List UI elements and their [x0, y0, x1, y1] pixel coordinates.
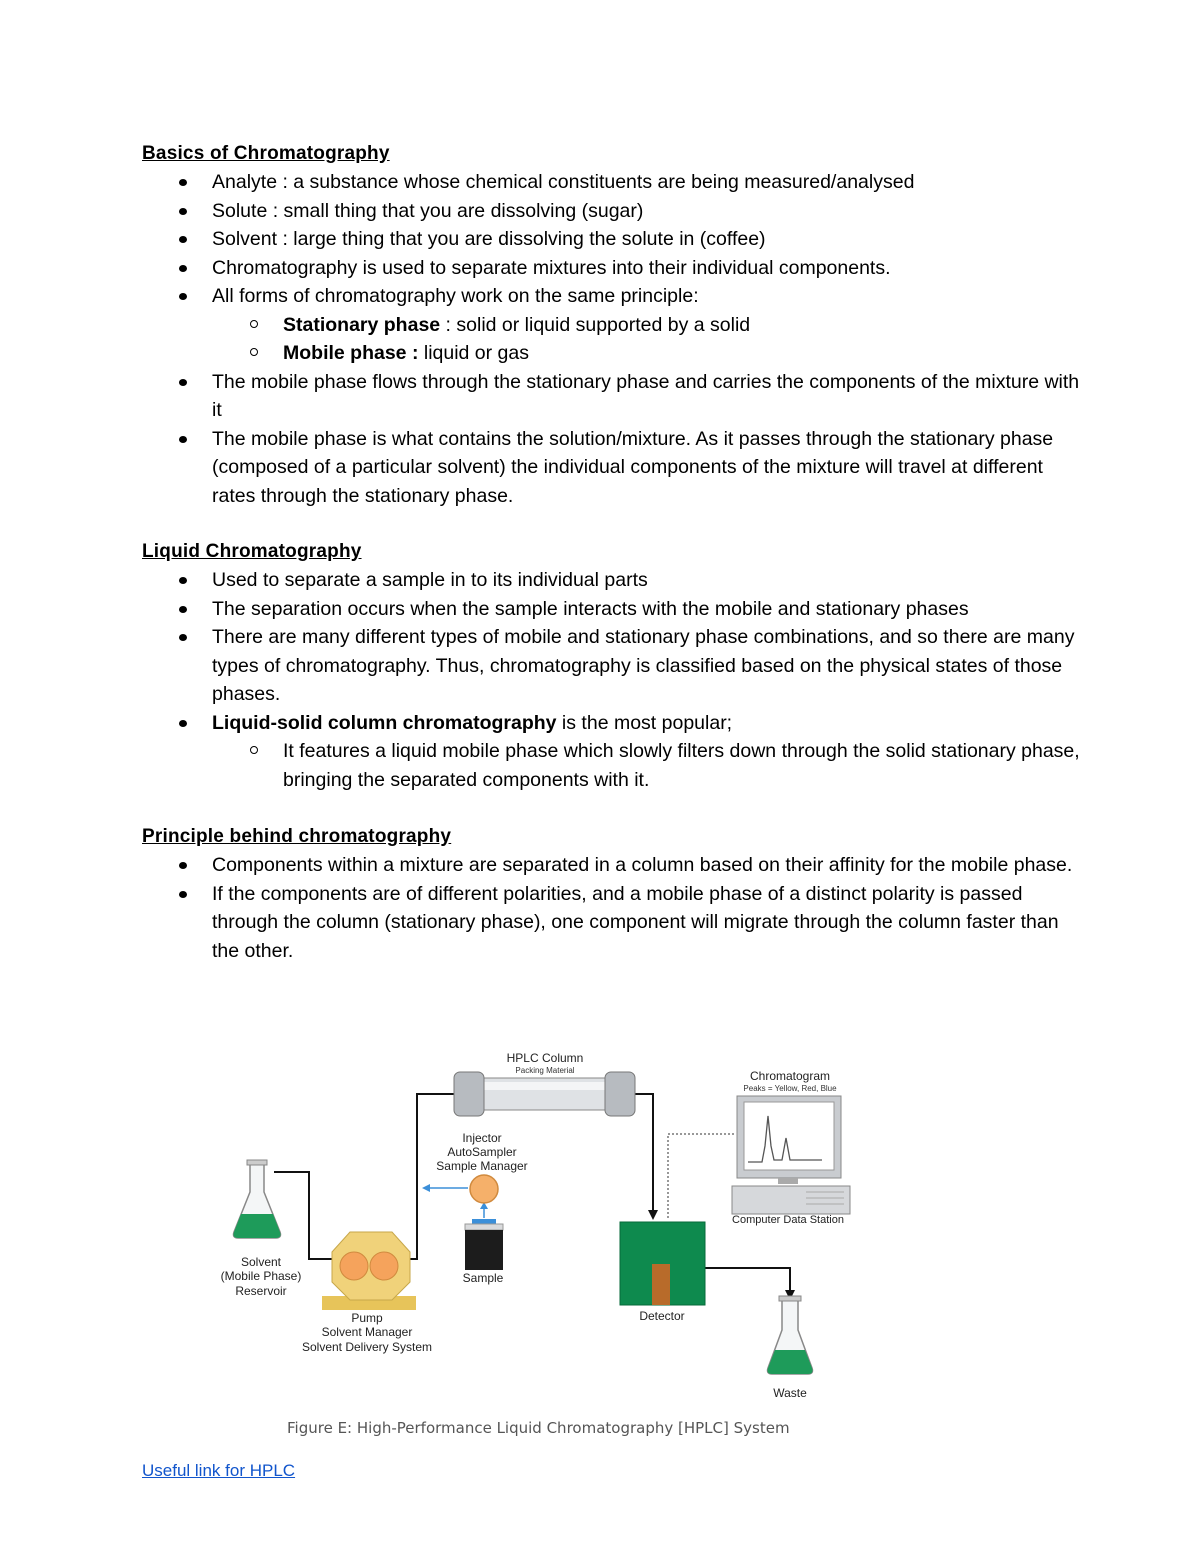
solvent-flask: [234, 1160, 281, 1238]
list-item: The separation occurs when the sample interacts with the mobile and stationary phases: [142, 595, 1082, 624]
label-solvent-manager: Solvent Manager: [321, 1325, 413, 1339]
reservoir-to-pump-line: [274, 1172, 334, 1259]
injector-circle: [470, 1175, 498, 1203]
list-item: Analyte : a substance whose chemical constituents are being measured/analysed: [142, 168, 1082, 197]
pump: [322, 1232, 416, 1310]
heading-basics: Basics of Chromatography: [142, 143, 390, 164]
list-item: [142, 282, 1082, 368]
detector-to-waste-line: [705, 1268, 790, 1292]
definition-text: liquid or gas: [418, 342, 530, 364]
list-principle: [142, 851, 1082, 965]
computer-case: [732, 1186, 850, 1214]
label-waste: Waste: [773, 1386, 807, 1400]
detector: [620, 1222, 705, 1305]
term-mobile-phase: Mobile phase :: [283, 342, 419, 364]
sublist-item: It features a liquid mobile phase which slowly filters down through the solid stationary phase, bringing the separated components with it.: [212, 737, 1082, 794]
vial-neck: [465, 1224, 503, 1230]
list-item: Components within a mixture are separated in a column based on their affinity for the mobile phase.: [142, 851, 1082, 880]
list-item: Solute : small thing that you are dissolving (sugar): [142, 197, 1082, 226]
label-detector: Detector: [639, 1309, 685, 1323]
injector-arrow-head: [422, 1184, 430, 1192]
vial-cap: [472, 1219, 496, 1224]
list-item: If the components are of different polarities, and a mobile phase of a distinct polarity is passed through the column (stationary phase), one component will migrate through the column faster than the other.: [142, 880, 1082, 966]
hplc-diagram: [212, 1042, 862, 1407]
label-sample: Sample: [462, 1271, 504, 1285]
vial-body: [465, 1230, 503, 1270]
sublist-item: [212, 311, 1082, 340]
waste-flask: [768, 1296, 813, 1374]
label-reservoir: Reservoir: [235, 1284, 287, 1298]
list-item-text: is the most popular;: [556, 711, 733, 734]
pump-head-right: [370, 1252, 398, 1280]
list-item-text: All forms of chromatography work on the same principle:: [212, 285, 699, 307]
figure-caption: Figure E: High-Performance Liquid Chromatography [HPLC] System: [287, 1419, 790, 1437]
definition-text: : solid or liquid supported by a solid: [440, 313, 751, 336]
column-end-right: [605, 1072, 635, 1116]
arrow-to-detector: [648, 1210, 658, 1220]
heading-liquid-chromatography: Liquid Chromatography: [142, 541, 362, 562]
sublist-item: [212, 339, 1082, 368]
label-pump: Pump: [351, 1311, 383, 1325]
sublist-phases: [212, 311, 1082, 368]
pump-head-left: [340, 1252, 368, 1280]
list-item: [142, 709, 1082, 795]
flask-liquid: [234, 1214, 281, 1238]
label-peaks: Peaks = Yellow, Red, Blue: [743, 1084, 837, 1093]
waste-flask-liquid: [768, 1350, 813, 1374]
list-item: The mobile phase is what contains the solution/mixture. As it passes through the stationary phase (composed of a particular solvent) the individual components of the mixture will travel at different rates through the stationary phase.: [142, 425, 1082, 511]
list-liquid-chromatography: [142, 566, 1082, 794]
list-item: Solvent : large thing that you are dissolving the solute in (coffee): [142, 225, 1082, 254]
sample-vial: [465, 1219, 503, 1270]
hplc-link[interactable]: Useful link for HPLC: [142, 1461, 296, 1480]
column-highlight: [477, 1082, 612, 1090]
hplc-column: [454, 1072, 635, 1116]
sublist-liquid-solid: [212, 737, 1082, 794]
data-link-line: [668, 1134, 734, 1218]
computer-data-station: [732, 1096, 850, 1214]
list-item: Chromatography is used to separate mixtures into their individual components.: [142, 254, 1082, 283]
label-solvent: Solvent: [240, 1255, 282, 1269]
flask-rim: [247, 1160, 267, 1165]
term-liquid-solid: Liquid-solid column chromatography: [212, 711, 557, 734]
list-item: There are many different types of mobile and stationary phase combinations, and so there are many types of chromatography. Thus, chromatography is classified based on the physical states of those phases.: [142, 623, 1082, 709]
list-item: Used to separate a sample in to its individual parts: [142, 566, 1082, 595]
waste-flask-rim: [779, 1296, 801, 1301]
label-packing-material: Packing Material: [515, 1066, 575, 1075]
pump-to-column-line: [402, 1094, 454, 1259]
detector-cell: [652, 1264, 670, 1305]
label-mobile-phase: (Mobile Phase): [220, 1269, 302, 1283]
column-end-left: [454, 1072, 484, 1116]
label-autosampler: AutoSampler: [447, 1145, 517, 1159]
monitor-stand: [778, 1178, 798, 1184]
label-sample-manager: Sample Manager: [436, 1159, 528, 1173]
label-chromatogram: Chromatogram: [749, 1069, 831, 1083]
label-solvent-delivery: Solvent Delivery System: [301, 1340, 433, 1354]
term-stationary-phase: Stationary phase: [283, 313, 441, 336]
heading-principle: Principle behind chromatography: [142, 826, 452, 847]
label-injector: Injector: [462, 1131, 502, 1145]
label-computer: Computer Data Station: [732, 1214, 844, 1226]
label-hplc-column: HPLC Column: [506, 1051, 584, 1065]
list-basics: [142, 168, 1082, 510]
list-item: The mobile phase flows through the stationary phase and carries the components of the mixture with it: [142, 368, 1082, 425]
